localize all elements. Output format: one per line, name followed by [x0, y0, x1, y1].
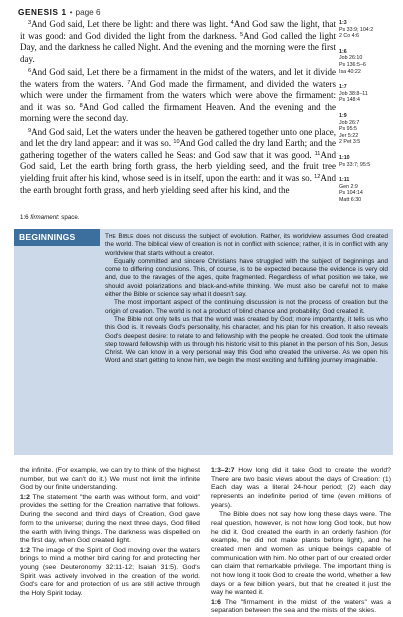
xref-entry[interactable]: Gen 2:9 — [339, 183, 358, 190]
xref-entry[interactable]: Ps 33:9; 104:2 — [339, 26, 374, 33]
callout-text: does not discuss the subject of evolution. Rather, its worldview assumes God created the world. The biblical view of creation is not in conflict with science; rather, it is in conflict with any worldview that starts without a creator. — [105, 233, 388, 257]
study-note-ref: 1:6 — [211, 598, 221, 606]
cross-reference-column — [339, 20, 401, 212]
xref-verse: 1:10 — [339, 154, 350, 161]
verse-number: 4 — [230, 20, 234, 26]
study-note — [211, 599, 391, 616]
xref-entry[interactable]: Job 26:7 — [339, 119, 360, 126]
callout-paragraph: The most important aspect of the continuing discussion is not the process of creation but the origin of creation. The world is not a product of blind chance and probability; God created it. — [105, 299, 388, 315]
xref-group — [339, 113, 401, 146]
xref-entry[interactable]: 2 Pet 3:5 — [339, 139, 361, 146]
xref-verse: 1:7 — [339, 84, 347, 91]
verse-number: 12 — [314, 173, 321, 180]
verse-text: And God saw the light, that it was good: and God divided the light from the darkness. — [20, 19, 336, 41]
verse-number: 3 — [28, 20, 32, 26]
verse-text: And God called the light Day, and the darkness he called Night. And the evening and the morning were the first day. — [20, 30, 336, 64]
xref-verse: 1:6 — [339, 48, 347, 55]
xref-group — [339, 49, 401, 75]
footnote-word: firmament — [30, 214, 58, 221]
xref-entry[interactable]: Jer 5:22 — [339, 132, 359, 139]
xref-entry[interactable]: Matt 6:30 — [339, 196, 362, 203]
study-note-text: The "firmament in the midst of the waters" was a separation between the sea and the mists of the skies. — [211, 598, 391, 615]
study-notes-right — [211, 467, 391, 617]
verse-text: And God said, Let there be light: and there was light. — [31, 19, 231, 29]
xref-entry[interactable]: Ps 148:4 — [339, 97, 360, 104]
xref-verse: 1:11 — [339, 177, 350, 184]
verse-text: And God made the firmament, and divided the waters which were under the firmament from the waters which were above the firmament: and it was so. — [20, 78, 337, 112]
page-number: page 6 — [75, 8, 101, 17]
study-note-text: The image of the Spirit of God moving over the waters brings to mind a mother bird caring for and protecting her young (see Deuteronomy 32:11-12; Isaiah 31:5). God's Spirit was actively involved in the creation of the world. God's care for and protection of us are still active through the Holy Spirit today. — [20, 546, 200, 598]
verse-number: 6 — [28, 67, 32, 74]
xref-entry[interactable]: Ps 33:7; 95:5 — [339, 161, 371, 168]
study-note-text: The Bible does not say how long these days were. The real question, however, is not how long God took, but how he did it. God created the earth in an orderly fashion (for example, he did not make plants before light), and he created men and women as unique beings capable of communication with him. No other part of our created order can claim that remarkable privilege. The important thing is not how long it took God to create the world, whether a few days or a few billion years, but that he created it just the way he wanted it. — [211, 511, 391, 597]
study-note — [20, 547, 200, 599]
verse-number: 9 — [28, 127, 32, 134]
callout-body — [105, 233, 388, 366]
xref-entry[interactable]: Isa 40:22 — [339, 68, 361, 75]
header-separator: • — [69, 8, 73, 17]
study-note-text: The statement "the earth was without form, and void" provides the setting for the Creation narrative that follows. During the second and third days of Creation, God gave form to the universe; during the next three days, God filled the earth with living things. The darkness was dispelled on the first day, when God created light. — [20, 493, 200, 545]
verse-number: 7 — [127, 79, 131, 86]
xref-entry[interactable]: Ps 136:5–6 — [339, 61, 366, 68]
xref-group — [339, 155, 401, 168]
callout-paragraph: Equally committed and sincere Christians have struggled with the subject of beginnings and come to differing conclusions. This, of course, is to be expected because the evidence is very old and, due to the ravages of the ages, quite fragmented. Regardless of what position we take, we should avoid polarizations and black-and-white thinking. We must also be careful not to make either the Bible or science say what it doesn't say. — [105, 257, 388, 299]
verse-text: And the earth brought forth grass, and herb yielding seed after his kind, and the — [20, 172, 336, 195]
study-note-text: the infinite. (For example, we can try to think of the highest number, but we can't do it.) We must not limit the infinite God by our finite understanding. — [20, 467, 200, 492]
study-note — [20, 494, 200, 546]
verse-number: 11 — [314, 150, 321, 157]
callout-paragraph: The Bible not only tells us that the world was created by God; more importantly, it tells us who this God is. It reveals God's personality, his character, and his plan for his creation. It also reveals God's deepest desire: to relate to and fellowship with the people he created. God took the ultimate step toward fellowship with us through his historic visit to this planet in the person of his Son, Jesus Christ. We can know in a very personal way this God who created the universe. As we open his Word and start getting to know him, we begin the most exciting and fulfilling journey imaginable. — [105, 315, 388, 365]
callout-paragraph — [105, 233, 388, 258]
xref-group — [339, 84, 401, 104]
study-note — [20, 467, 200, 493]
verse-number: 8 — [79, 102, 83, 109]
scripture-paragraph — [20, 19, 336, 65]
footnote-gloss: : space. — [57, 214, 80, 221]
xref-verse: 1:3 — [339, 20, 347, 26]
xref-verse: 1:9 — [339, 112, 347, 119]
xref-entry[interactable]: Job 38:8–11 — [339, 90, 368, 97]
verse-number: 5 — [240, 31, 244, 38]
study-notes-left — [20, 467, 200, 599]
callout-heading: BEGINNINGS — [14, 229, 100, 246]
xref-entry[interactable]: Job 26:10 — [339, 55, 363, 62]
running-header — [18, 7, 393, 19]
study-note-text: How long did it take God to create the world? There are two basic views about the days of Creation: (1) Each day was a literal 24-hour period; (2) each day represents an indefinite period of time (even millions of years). — [211, 467, 391, 509]
xref-entry[interactable]: 2 Co 4:6 — [339, 33, 360, 40]
scripture-paragraph — [20, 67, 336, 125]
verse-text: And God said, Let the waters under the heaven be gathered together unto one place, and let the dry land appear: and it was so. — [20, 126, 336, 149]
study-note-ref: 1:3–2:7 — [211, 467, 235, 474]
scripture-paragraph — [20, 127, 336, 197]
xref-entry[interactable]: Ps 104:14 — [339, 190, 363, 197]
verse-text: And God called the firmament Heaven. And the evening and the morning were the second day. — [20, 101, 336, 124]
book-chapter-title: GENESIS 1 — [18, 8, 67, 17]
xref-entry[interactable]: Ps 95:5 — [339, 126, 357, 133]
study-note-ref: 1:2 — [20, 493, 30, 501]
verse-text: And God said, Let the earth bring forth grass, the herb yielding seed, and the fruit tree yielding fruit after his kind, whose seed is in itself, upon the earth: and it was so. — [20, 149, 336, 183]
verse-number: 10 — [173, 139, 180, 146]
verse-text: And God said, Let there be a firmament in the midst of the waters, and let it divide the waters from the waters. — [20, 66, 336, 89]
beginnings-callout-box — [14, 229, 393, 455]
footnote-ref: 1:6 — [20, 214, 29, 221]
xref-group — [339, 177, 401, 203]
study-note — [211, 511, 391, 598]
study-note — [211, 467, 391, 511]
verse-text: And God called the dry land Earth; and the gathering together of the waters called he Seas: and God saw that it was good. — [20, 138, 336, 160]
scripture-text — [20, 19, 336, 198]
callout-lead: The Bible — [105, 233, 134, 240]
study-note-ref: 1:2 — [20, 546, 30, 554]
xref-group — [339, 20, 401, 40]
footnote — [20, 214, 336, 222]
